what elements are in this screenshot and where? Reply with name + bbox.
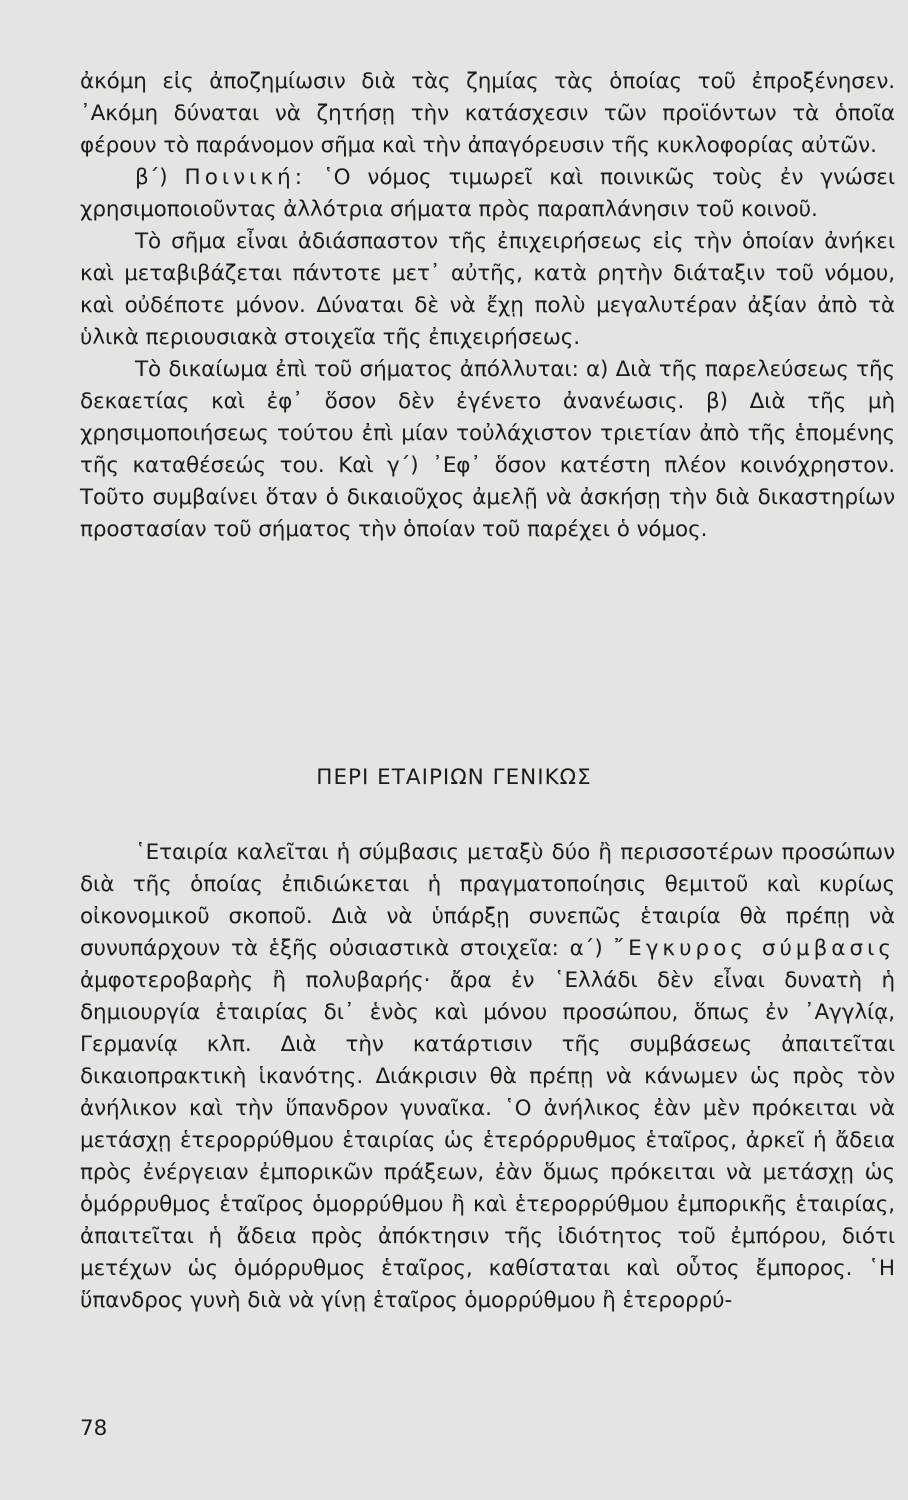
paragraph-4: Τὸ δικαίωμα ἐπὶ τοῦ σήματος ἀπόλλυται: α) Διὰ τῆς παρελεύσεως τῆς δεκαετίας καὶ ἐφ᾿ ὅσον δὲν ἐγένετο ἀνανέωσις. β) Διὰ τῆς μὴ χρησιμοποιήσεως τούτου ἐπὶ μίαν τοὐλάχιστον τριετίαν ἀπὸ τῆς ἑπομένης τῆς καταθέσεώς του. Καὶ γ΄) ᾿Εφ᾿ ὅσον κατέστη πλέον κοινόχρηστον. Τοῦτο συμβαίνει ὅταν ὁ δικαιοῦχος ἀμελῇ νὰ ἀσκήσῃ τὴν διὰ δικαστηρίων προστασίαν τοῦ σήματος τὴν ὁποίαν τοῦ παρέχει ὁ νόμος. (80, 357, 895, 542)
paragraph-2-prefix: β΄) (135, 165, 168, 190)
valid-contract-term: ῎Εγκυρος σύμβασις (613, 936, 895, 961)
paragraph-1: ἀκόμη εἰς ἀποζημίωσιν διὰ τὰς ζημίας τὰς ὁποίας τοῦ ἐπροξένησεν. ᾿Ακόμη δύναται νὰ ζητήσῃ τὴν κατάσχεσιν τῶν προϊόντων τὰ ὁποῖα φέρουν τὸ παράνομον σῆμα καὶ τὴν ἀπαγόρευσιν τῆς κυκλοφορίας αὐτῶν. (80, 69, 895, 158)
body-text-top (80, 66, 895, 546)
paragraph-5-after: ἀμφοτεροβαρὴς ἢ πολυβαρής· ἄρα ἐν ῾Ελλάδι δὲν εἶναι δυνατὴ ἡ δημιουργία ἑταιρίας δι᾿ ἑνὸς καὶ μόνου προσώπου, ὅπως ἐν ᾿Αγγλίᾳ, Γερμανίᾳ κλπ. Διὰ τὴν κατάρτισιν τῆς συμβάσεως ἀπαιτεῖται δικαιοπρακτικὴ ἱκανότης. Διάκρισιν θὰ πρέπῃ νὰ κάνωμεν ὡς πρὸς τὸν ἀνήλικον καὶ τὴν ὕπανδρον γυναῖκα. ῾Ο ἀνήλικος ἐὰν μὲν πρόκειται νὰ μετάσχῃ ἑτερορρύθμου ἑταιρίας ὡς ἑτερόρρυθμος ἑταῖρος, ἀρκεῖ ἡ ἄδεια πρὸς ἐνέργειαν ἐμπορικῶν πράξεων, ἐὰν ὅμως πρόκειται νὰ μετάσχῃ ὡς ὁμόρρυθμος ἑταῖρος ὁμορρύθμου ἢ καὶ ἑτερορρύθμου ἐμπορικῆς ἑταιρίας, ἀπαιτεῖται ἡ ἄδεια πρὸς ἀπόκτησιν τῆς ἰδιότητος τοῦ ἐμπόρου, διότι μετέχων ὡς ὁμόρρυθμος ἑταῖρος, καθίσταται καὶ οὗτος ἔμπορος. ῾Η ὕπανδρος γυνὴ διὰ νὰ γίνῃ ἑταῖρος ὁμορρύθμου ἢ ἑτερορρύ- (80, 968, 895, 1313)
section-heading: ΠΕΡΙ ΕΤΑΙΡΙΩΝ ΓΕΝΙΚΩΣ (316, 765, 592, 790)
paragraph-2 (80, 162, 895, 226)
penal-term: Ποινική: (184, 165, 306, 190)
paragraph-5-before: ῾Εταιρία καλεῖται ἡ σύμβασις μεταξὺ δύο ἢ περισσοτέρων προσώπων διὰ τῆς ὁποίας ἐπιδιώκεται ἡ πραγματοποίησις θεμιτοῦ καὶ κυρίως οἰκονομικοῦ σκοποῦ. Διὰ νὰ ὑπάρξῃ συνεπῶς ἑταιρία θὰ πρέπῃ νὰ συνυπάρχουν τὰ ἑξῆς οὐσιαστικὰ στοιχεῖα: α΄) (80, 840, 895, 961)
paragraph-3: Τὸ σῆμα εἶναι ἀδιάσπαστον τῆς ἐπιχειρήσεως εἰς τὴν ὁποίαν ἀνήκει καὶ μεταβιβάζεται πάντοτε μετ᾿ αὐτῆς, κατὰ ρητὴν διάταξιν τοῦ νόμου, καὶ οὐδέποτε μόνον. Δύναται δὲ νὰ ἔχῃ πολὺ μεγαλυτέραν ἀξίαν ἀπὸ τὰ ὑλικὰ περιουσιακὰ στοιχεῖα τῆς ἐπιχειρήσεως. (80, 229, 895, 350)
paragraph-5 (80, 837, 895, 1317)
paragraph-2-text: ῾Ο νόμος τιμωρεῖ καὶ ποινικῶς τοὺς ἐν γνώσει χρησιμοποιοῦντας ἀλλότρια σήματα πρὸς παραπλάνησιν τοῦ κοινοῦ. (80, 165, 896, 222)
body-text-bottom (80, 837, 895, 1317)
page-number: 78 (80, 1416, 108, 1441)
